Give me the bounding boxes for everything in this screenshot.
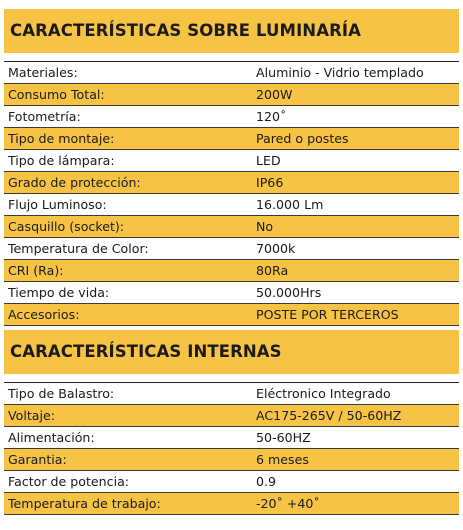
table-row <box>4 106 459 128</box>
table-row <box>4 405 459 427</box>
table-row <box>4 493 459 515</box>
table-row <box>4 172 459 194</box>
table-row <box>4 150 459 172</box>
spec-value: 50.000Hrs <box>256 285 322 300</box>
spec-label: Temperatura de Color: <box>8 241 149 256</box>
spec-table <box>4 62 459 326</box>
spec-value: 80Ra <box>256 263 289 278</box>
spec-value: Aluminio - Vidrio templado <box>256 65 424 80</box>
spec-label: Factor de potencia: <box>8 474 130 489</box>
spec-section-internas <box>4 330 459 515</box>
spec-label: Tipo de montaje: <box>8 131 115 146</box>
table-row <box>4 84 459 106</box>
spec-value: No <box>256 219 274 234</box>
section-divider <box>4 374 459 383</box>
section-divider <box>4 53 459 62</box>
spec-table <box>4 383 459 515</box>
spec-label: Alimentación: <box>8 430 95 445</box>
spec-label: Temperatura de trabajo: <box>8 496 161 511</box>
spec-value: Eléctronico Integrado <box>256 386 391 401</box>
spec-value: -20˚ +40˚ <box>256 496 320 511</box>
spec-value: 6 meses <box>256 452 309 467</box>
spec-label: Fotometría: <box>8 109 81 124</box>
spec-section-luminaria <box>4 9 459 326</box>
table-row <box>4 471 459 493</box>
spec-label: Tiempo de vida: <box>8 285 110 300</box>
spec-value: LED <box>256 153 281 168</box>
spec-value: POSTE POR TERCEROS <box>256 307 399 322</box>
spec-value: 7000k <box>256 241 296 256</box>
spec-label: CRI (Ra): <box>8 263 64 278</box>
section-title: CARACTERÍSTICAS INTERNAS <box>4 330 459 374</box>
table-row <box>4 383 459 405</box>
section-title: CARACTERÍSTICAS SOBRE LUMINARÍA <box>4 9 459 53</box>
spec-value: AC175-265V / 50-60HZ <box>256 408 402 423</box>
spec-value: 16.000 Lm <box>256 197 324 212</box>
table-row <box>4 282 459 304</box>
spec-label: Consumo Total: <box>8 87 105 102</box>
spec-label: Flujo Luminoso: <box>8 197 107 212</box>
table-row <box>4 260 459 282</box>
table-row <box>4 216 459 238</box>
spec-value: 120˚ <box>256 109 287 124</box>
spec-label: Casquillo (socket): <box>8 219 125 234</box>
table-row <box>4 62 459 84</box>
spec-value: 0.9 <box>256 474 277 489</box>
spec-value: 200W <box>256 87 293 102</box>
table-row <box>4 128 459 150</box>
spec-value: IP66 <box>256 175 284 190</box>
table-row <box>4 238 459 260</box>
spec-label: Tipo de Balastro: <box>8 386 115 401</box>
table-row <box>4 449 459 471</box>
table-row <box>4 304 459 326</box>
spec-label: Tipo de lámpara: <box>8 153 115 168</box>
spec-value: 50-60HZ <box>256 430 311 445</box>
spec-label: Accesorios: <box>8 307 80 322</box>
spec-label: Materiales: <box>8 65 78 80</box>
spec-value: Pared o postes <box>256 131 349 146</box>
table-row <box>4 427 459 449</box>
spec-label: Garantia: <box>8 452 67 467</box>
spec-label: Grado de protección: <box>8 175 141 190</box>
spec-label: Voltaje: <box>8 408 55 423</box>
table-row <box>4 194 459 216</box>
